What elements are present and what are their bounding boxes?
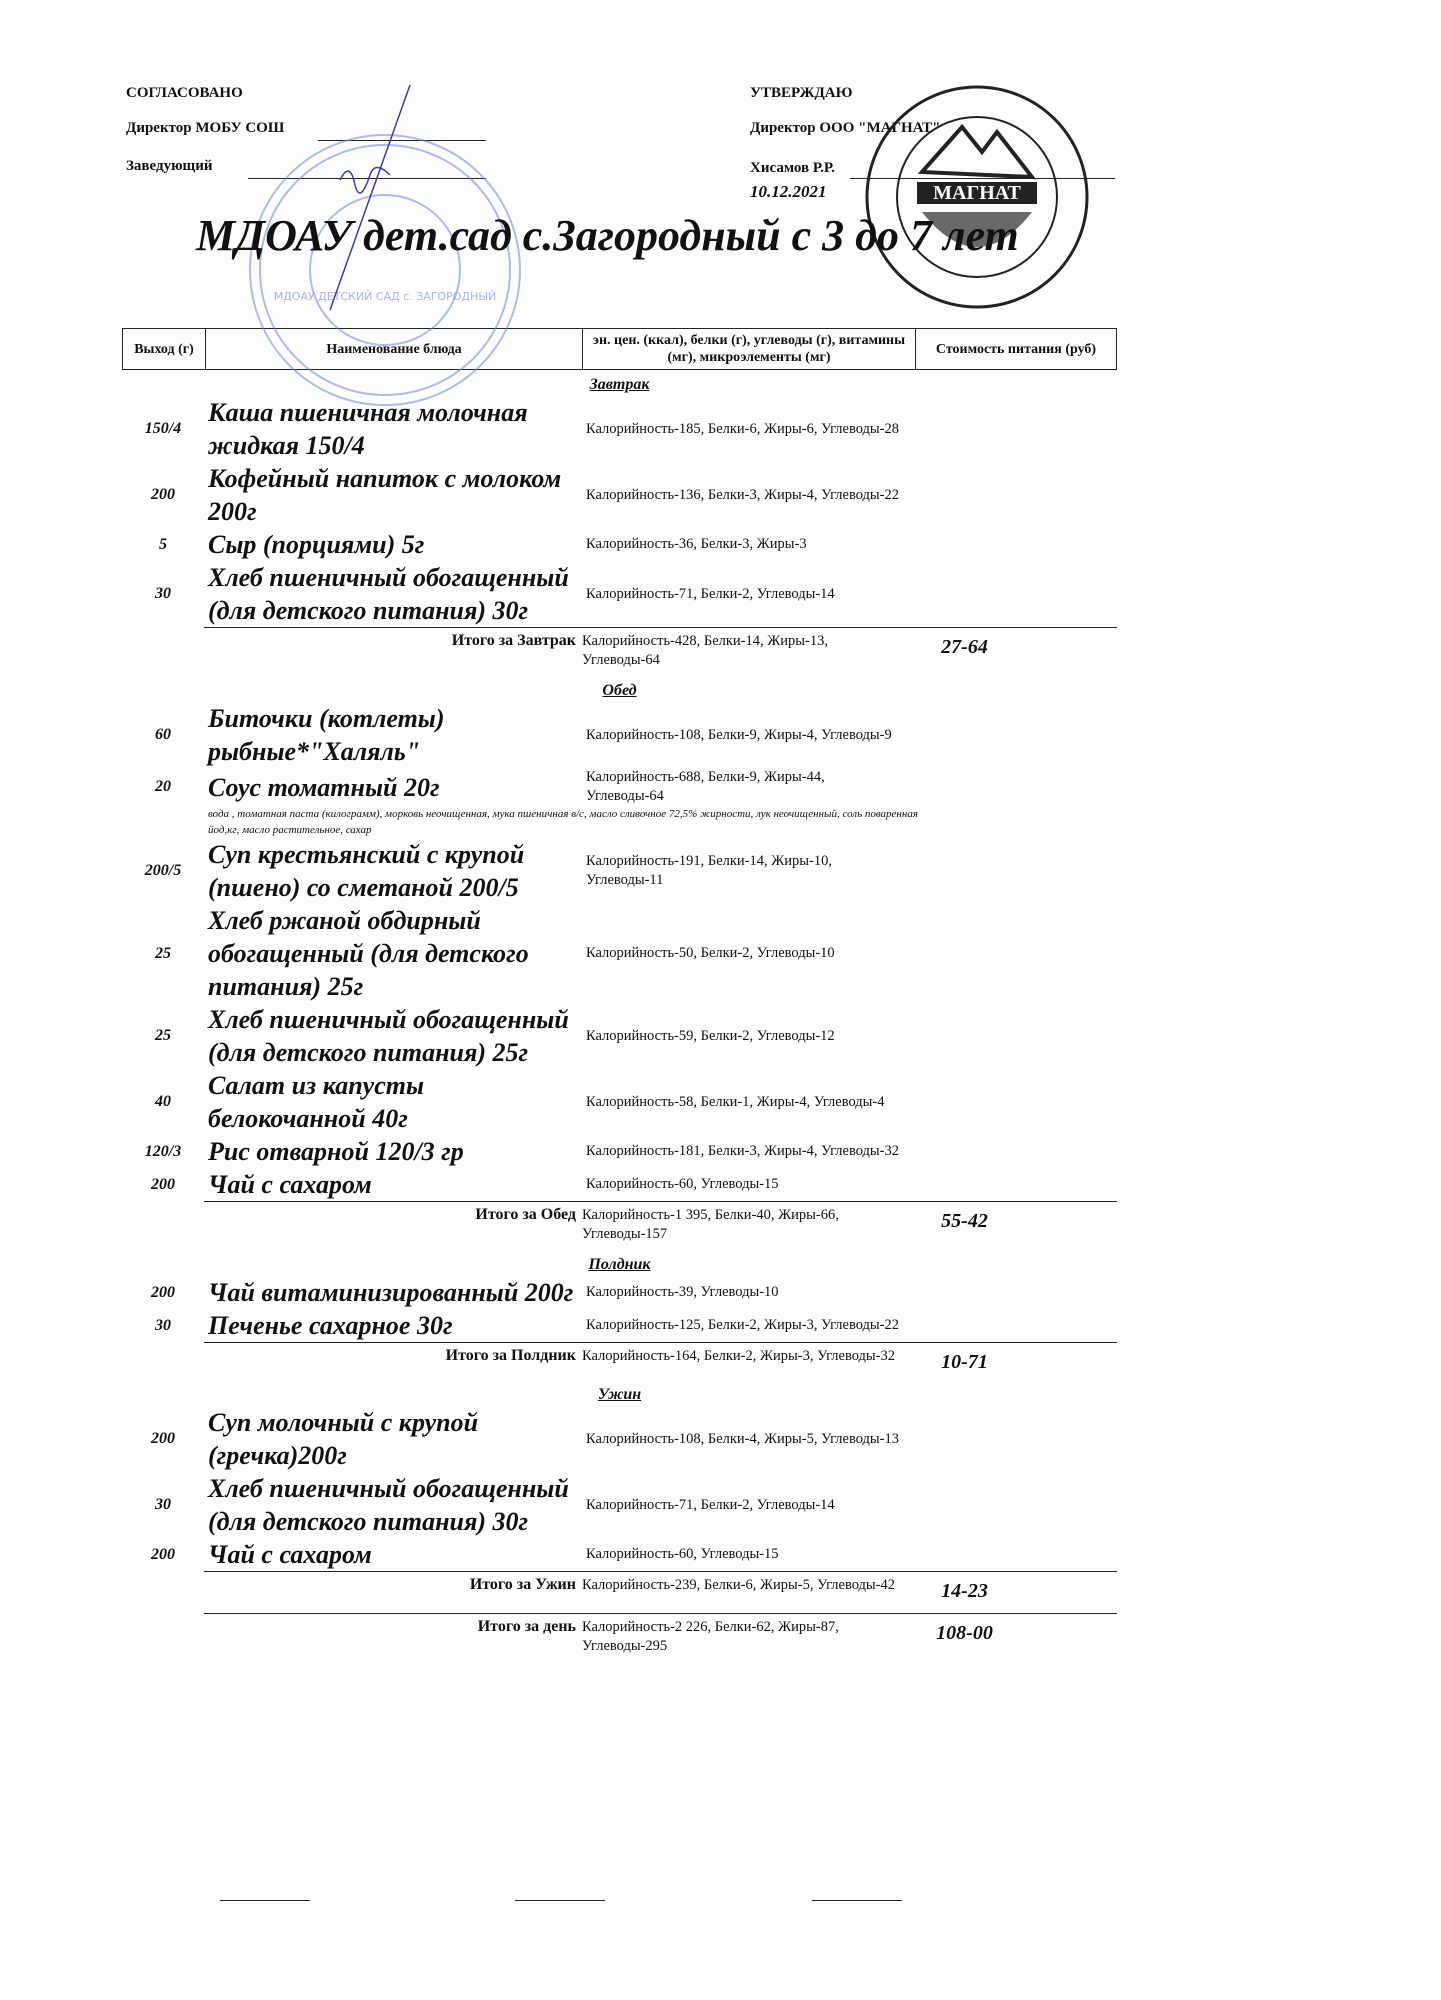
- dish-name: Чай с сахаром: [208, 1170, 372, 1199]
- table-row: [122, 1538, 1117, 1571]
- total-nutrition: Калорийность-239, Белки-6, Жиры-5, Углеводы-42: [582, 1577, 895, 1593]
- table-row: [122, 1003, 1117, 1069]
- table-row: [122, 1135, 1117, 1168]
- table-row: [122, 768, 1117, 806]
- table-row: [122, 904, 1117, 1003]
- dish-nutrition: Калорийность-71, Белки-2, Углеводы-14: [586, 1496, 835, 1513]
- dish-output: 150/4: [144, 420, 182, 437]
- approve-label: УТВЕРЖДАЮ: [750, 85, 853, 101]
- dish-name: Хлеб пшеничный обогащенный (для детского питания) 30г: [208, 563, 569, 625]
- page-title: МДОАУ дет.сад с.Загородный с 3 до 7 лет: [196, 211, 1019, 260]
- dish-output: 25: [155, 1027, 171, 1044]
- section-title: Полдник: [588, 1256, 651, 1273]
- dish-output: 200/5: [144, 862, 182, 879]
- menu-section: [122, 370, 1117, 670]
- signature-line: [220, 1900, 310, 1901]
- dish-nutrition: Калорийность-688, Белки-9, Жиры-44, Углеводы-64: [586, 769, 825, 804]
- school-director-label: Директор МОБУ СОШ: [126, 120, 285, 136]
- director-name: Хисамов Р.Р.: [750, 160, 835, 176]
- dish-name: Хлеб ржаной обдирный обогащенный (для детского питания) 25г: [208, 906, 529, 1001]
- dish-output: 30: [155, 585, 171, 602]
- signature-line: [515, 1900, 605, 1901]
- dish-name: Соус томатный 20г: [208, 772, 440, 802]
- dish-ingredients: вода , томатная паста (килограмм), морковь неочищенная, мука пшеничная в/с, масло сливочное 72,5% жирности, лук неочищенный, соль поваренная йод,кг, масло растительное, сахар: [208, 808, 918, 836]
- dish-nutrition: Калорийность-108, Белки-9, Жиры-4, Углеводы-9: [586, 726, 892, 743]
- head-label: Заведующий: [126, 158, 213, 174]
- dish-nutrition: Калорийность-181, Белки-3, Жиры-4, Углеводы-32: [586, 1143, 899, 1159]
- dish-name: Рис отварной 120/3 гр: [208, 1137, 464, 1166]
- dish-nutrition: Калорийность-71, Белки-2, Углеводы-14: [586, 585, 835, 602]
- total-row: [204, 1571, 1117, 1603]
- dish-nutrition: Калорийность-125, Белки-2, Жиры-3, Углеводы-22: [586, 1317, 899, 1333]
- total-nutrition: Калорийность-164, Белки-2, Жиры-3, Углеводы-32: [582, 1348, 895, 1364]
- table-row: [122, 1472, 1117, 1538]
- dish-name: Кофейный напиток с молоком 200г: [208, 464, 562, 526]
- total-row: [204, 1342, 1117, 1374]
- dish-output: 30: [155, 1316, 171, 1334]
- total-nutrition: Калорийность-2 226, Белки-62, Жиры-87, Углеводы-295: [582, 1619, 839, 1654]
- dish-name: Чай витаминизированный 200г: [208, 1278, 574, 1307]
- stamp-left-text: МДОАУ ДЕТСКИЙ САД с. ЗАГОРОДНЫЙ: [273, 290, 497, 303]
- table-row: [122, 462, 1117, 528]
- dish-name: Печенье сахарное 30г: [208, 1311, 453, 1340]
- dish-nutrition: Калорийность-36, Белки-3, Жиры-3: [586, 536, 807, 552]
- dish-name: Хлеб пшеничный обогащенный (для детского питания) 25г: [208, 1005, 569, 1067]
- dish-nutrition: Калорийность-60, Углеводы-15: [586, 1546, 779, 1562]
- dish-nutrition: Калорийность-60, Углеводы-15: [586, 1176, 779, 1192]
- menu-section: [122, 676, 1117, 1244]
- dish-output: 200: [151, 1283, 175, 1301]
- section-title: Завтрак: [589, 376, 650, 393]
- table-row: [122, 838, 1117, 904]
- total-label: Итого за Обед: [475, 1206, 576, 1223]
- dish-output: 5: [159, 535, 167, 553]
- dish-output: 200: [151, 1545, 175, 1563]
- total-cost: 27-64: [941, 636, 988, 658]
- table-row: [122, 1168, 1117, 1201]
- stamp-right-text: МАГНАТ: [933, 182, 1021, 204]
- signature-line: [812, 1900, 902, 1901]
- dish-output: 120/3: [144, 1142, 182, 1160]
- dish-output: 20: [155, 778, 171, 795]
- total-row: [204, 1201, 1117, 1244]
- total-cost: 14-23: [941, 1580, 988, 1602]
- agreed-label: СОГЛАСОВАНО: [126, 85, 243, 101]
- dish-output: 30: [155, 1496, 171, 1513]
- table-row: [122, 1069, 1117, 1135]
- table-row: [122, 1406, 1117, 1472]
- column-header-cost: Стоимость питания (руб): [935, 341, 1097, 357]
- dish-name: Чай с сахаром: [208, 1540, 372, 1569]
- total-label: Итого за день: [477, 1618, 576, 1635]
- menu-section: [122, 1380, 1117, 1603]
- dish-nutrition: Калорийность-136, Белки-3, Жиры-4, Углеводы-22: [586, 486, 899, 503]
- total-row: [204, 627, 1117, 670]
- day-total-row: [204, 1613, 1117, 1656]
- dish-name: Хлеб пшеничный обогащенный (для детского питания) 30г: [208, 1474, 569, 1536]
- dish-output: 25: [155, 944, 171, 962]
- table-row: [122, 1276, 1117, 1309]
- section-title: Обед: [602, 682, 637, 699]
- dish-name: Суп крестьянский с крупой (пшено) со сметаной 200/5: [208, 840, 525, 902]
- total-cost: 55-42: [941, 1210, 988, 1232]
- table-row: [122, 561, 1117, 627]
- dish-nutrition: Калорийность-59, Белки-2, Углеводы-12: [586, 1027, 835, 1044]
- dish-output: 60: [155, 726, 171, 743]
- dish-name: Суп молочный с крупой (гречка)200г: [208, 1408, 479, 1470]
- dish-output: 200: [151, 1430, 175, 1447]
- column-header-dish: Наименование блюда: [206, 329, 583, 369]
- dish-name: Каша пшеничная молочная жидкая 150/4: [208, 398, 528, 460]
- dish-nutrition: Калорийность-58, Белки-1, Жиры-4, Углеводы-4: [586, 1093, 885, 1110]
- dish-name: Салат из капусты белокочанной 40г: [208, 1071, 425, 1133]
- total-label: Итого за Полдник: [445, 1347, 576, 1364]
- approval-date: 10.12.2021: [750, 182, 827, 201]
- table-body: [122, 370, 1117, 1656]
- dish-nutrition: Калорийность-185, Белки-6, Жиры-6, Углеводы-28: [586, 420, 899, 437]
- dish-nutrition: Калорийность-108, Белки-4, Жиры-5, Углеводы-13: [586, 1430, 899, 1447]
- dish-nutrition: Калорийность-39, Углеводы-10: [586, 1284, 779, 1300]
- menu-section: [122, 1250, 1117, 1374]
- company-director-label: Директор ООО "МАГНАТ": [750, 120, 941, 136]
- table-row: [122, 702, 1117, 768]
- table-row: [122, 528, 1117, 561]
- stamp-right-icon: [862, 82, 1092, 312]
- dish-name: Биточки (котлеты) рыбные*"Халяль": [208, 704, 445, 766]
- column-header-output: Выход (г): [123, 329, 206, 369]
- signature-icon: [300, 80, 430, 320]
- total-label: Итого за Ужин: [469, 1576, 576, 1593]
- dish-nutrition: Калорийность-191, Белки-14, Жиры-10, Углеводы-11: [586, 853, 832, 888]
- dish-output: 40: [155, 1093, 171, 1110]
- total-nutrition: Калорийность-1 395, Белки-40, Жиры-66, Углеводы-157: [582, 1207, 839, 1242]
- column-header-nutrition: эн. цен. (ккал), белки (г), углеводы (г), витамины (мг), микроэлементы (мг): [583, 329, 916, 369]
- total-cost: 10-71: [941, 1351, 988, 1373]
- dish-nutrition: Калорийность-50, Белки-2, Углеводы-10: [586, 945, 835, 961]
- menu-table: [122, 328, 1117, 1662]
- total-nutrition: Калорийность-428, Белки-14, Жиры-13, Углеводы-64: [582, 633, 828, 668]
- table-row: [122, 1309, 1117, 1342]
- dish-name: Сыр (порциями) 5г: [208, 530, 425, 559]
- total-cost: 108-00: [936, 1622, 993, 1644]
- dish-output: 200: [151, 486, 175, 503]
- dish-output: 200: [151, 1175, 175, 1193]
- section-title: Ужин: [597, 1386, 642, 1403]
- total-label: Итого за Завтрак: [451, 632, 576, 649]
